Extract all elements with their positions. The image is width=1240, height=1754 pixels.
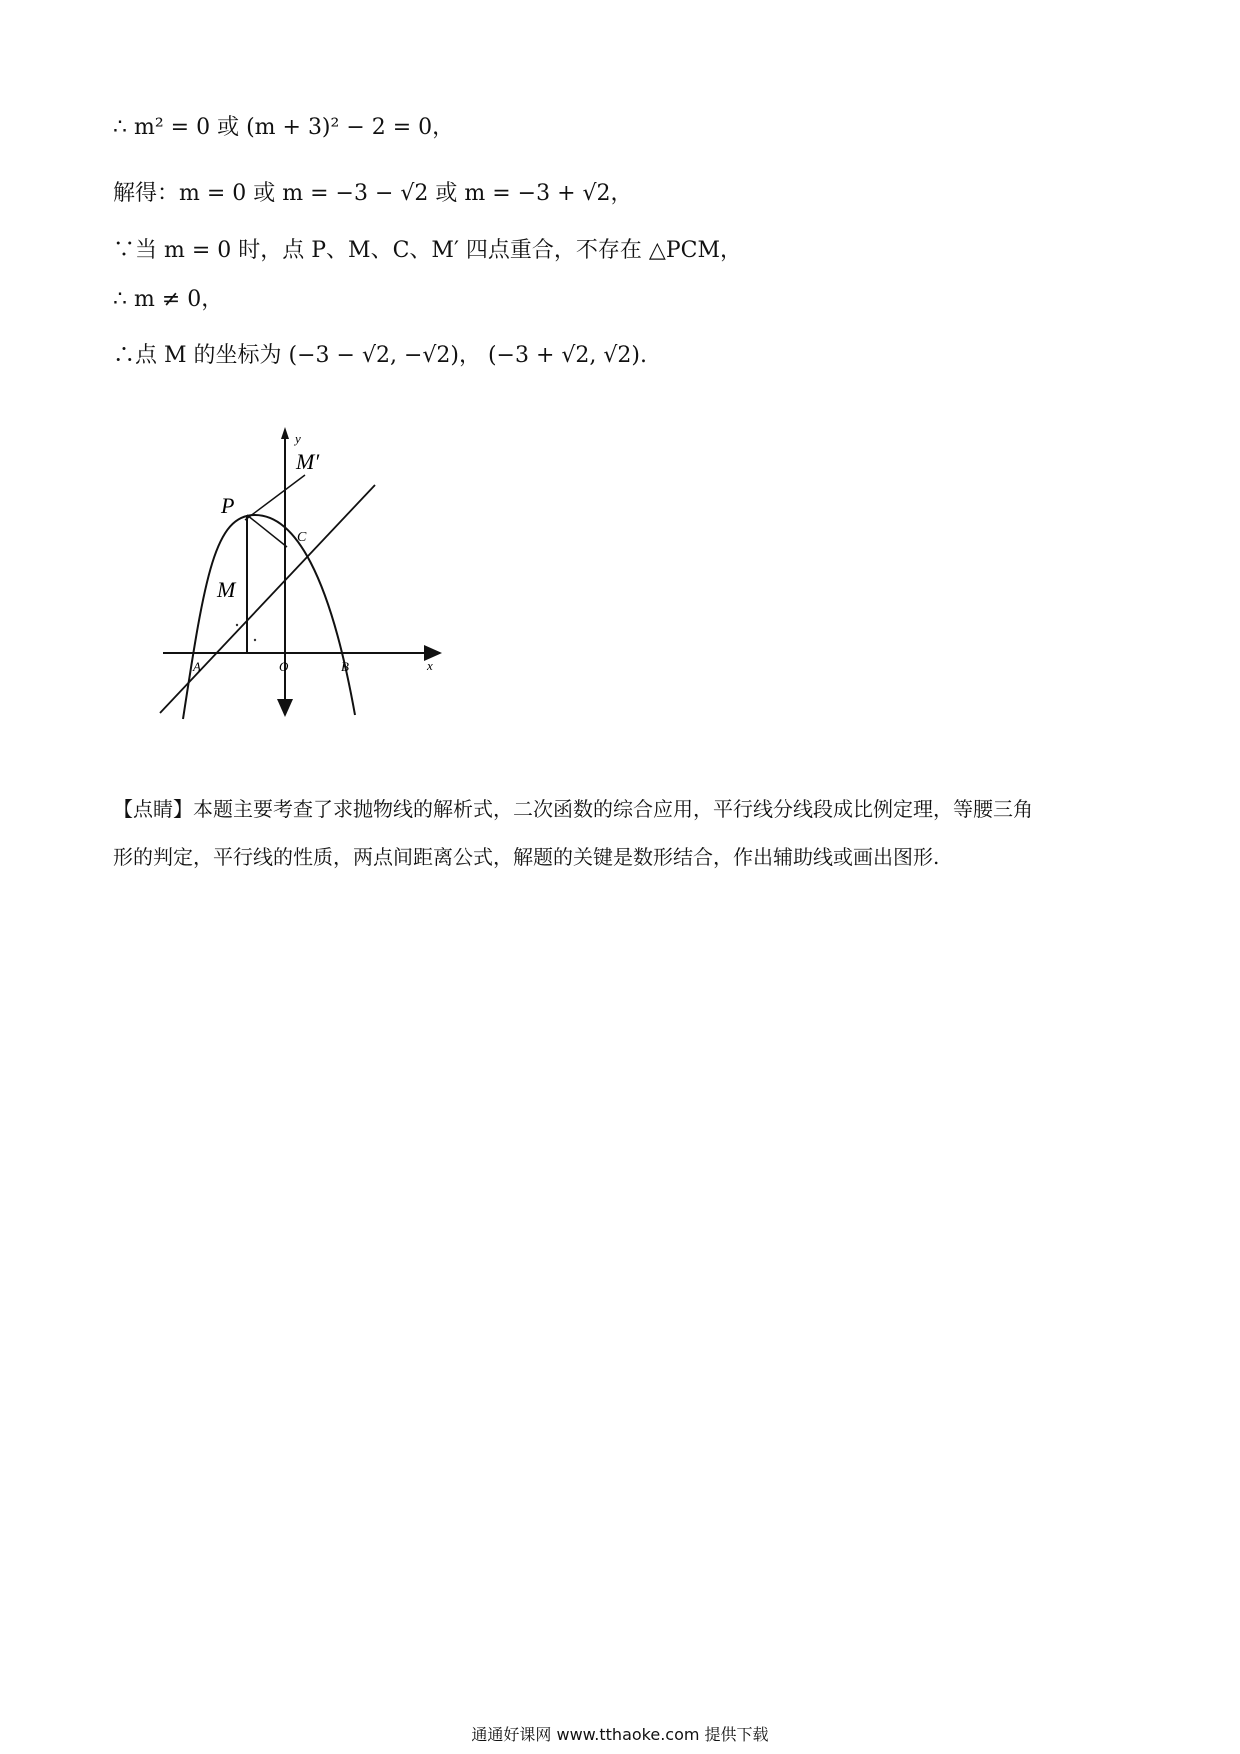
- coordinates-line: ∴点 M 的坐标为 (−3 − √2, −√2)， (−3 + √2, √2).: [113, 343, 647, 368]
- stray-dot: [254, 639, 256, 641]
- label-c: C: [297, 530, 307, 545]
- key-point-note-line-1: 【点睛】本题主要考查了求抛物线的解析式，二次函数的综合应用，平行线分线段成比例定理，等腰三角: [113, 797, 1033, 821]
- x-axis-label: x: [427, 658, 433, 673]
- key-point-note-line-2: 形的判定，平行线的性质，两点间距离公式，解题的关键是数形结合，作出辅助线或画出图形.: [113, 845, 940, 869]
- label-p: P: [221, 493, 235, 518]
- label-a: A: [193, 659, 201, 674]
- line-ac: [160, 485, 375, 713]
- label-m-prime: M′: [296, 449, 320, 474]
- y-axis-label: y: [295, 431, 301, 446]
- parabola-figure: [155, 425, 450, 725]
- reason-line: ∵当 m = 0 时，点 P、M、C、M′ 四点重合，不存在 △PCM，: [113, 238, 743, 263]
- label-o: O: [279, 659, 289, 674]
- solution-line: 解得：m = 0 或 m = −3 − √2 或 m = −3 + √2，: [113, 181, 633, 206]
- label-m: M: [217, 577, 236, 602]
- parabola-curve: [183, 515, 355, 719]
- label-b: B: [341, 659, 349, 674]
- segment-pc: [247, 515, 287, 547]
- stray-dot: [236, 624, 238, 626]
- parabola-diagram: [155, 425, 450, 725]
- line-pm-prime: [245, 475, 305, 520]
- equation-line-1: ∴ m² = 0 或 (m + 3)² − 2 = 0，: [113, 115, 455, 140]
- footer-text: 通通好课网 www.tthaoke.com 提供下载: [471, 1725, 769, 1744]
- conclusion-line: ∴ m ≠ 0，: [113, 287, 224, 312]
- y-axis-arrowhead: [281, 427, 289, 439]
